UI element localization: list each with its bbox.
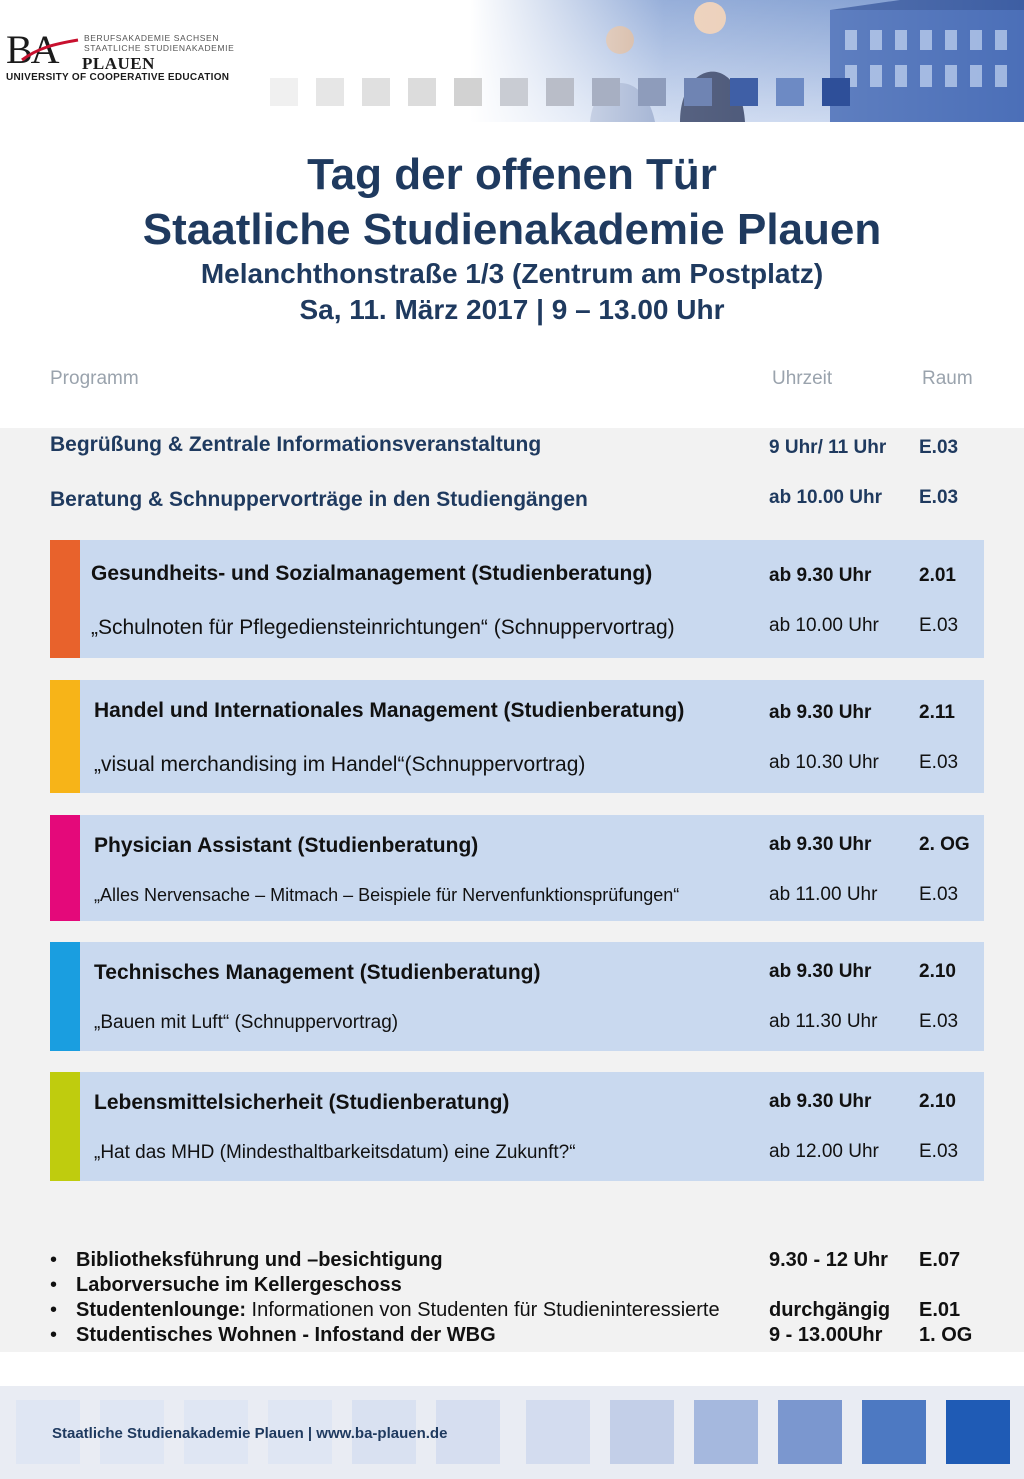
program-color-bar xyxy=(50,540,80,658)
logo-mark: BA xyxy=(6,27,58,72)
list-item xyxy=(50,1324,984,1349)
program-color-bar xyxy=(50,815,80,921)
footer-square xyxy=(694,1400,758,1464)
footer-square xyxy=(610,1400,674,1464)
bullet: • xyxy=(50,1274,58,1296)
list-item xyxy=(50,1249,984,1274)
program-sub-room: E.03 xyxy=(919,884,959,905)
list-item-label xyxy=(76,1299,720,1322)
program-main-time: ab 9.30 Uhr xyxy=(769,702,872,723)
footer-contact[interactable]: Staatliche Studienakademie Plauen | www.ba-plauen.de xyxy=(52,1425,448,1442)
program-sub-time: ab 10.00 Uhr xyxy=(769,615,879,636)
program-block-lebensmittel xyxy=(50,1072,984,1181)
program-main-room: 2.10 xyxy=(919,1091,956,1112)
ba-plauen-logo[interactable] xyxy=(6,27,236,86)
bullet: • xyxy=(50,1249,58,1271)
program-sub-room: E.03 xyxy=(919,1141,959,1162)
logo-swoosh-icon xyxy=(20,38,80,66)
list-item xyxy=(50,1299,984,1324)
general-row-label: Beratung & Schnuppervorträge in den Studiengängen xyxy=(50,488,588,511)
list-item-label xyxy=(76,1324,496,1347)
program-main-label: Technisches Management (Studienberatung) xyxy=(94,961,541,984)
event-address: Melanchthonstraße 1/3 (Zentrum am Postplatz) xyxy=(200,258,824,289)
program-main-label: Handel und Internationales Management (Studienberatung) xyxy=(94,699,685,722)
program-color-bar xyxy=(50,942,80,1051)
general-row-room: E.03 xyxy=(919,487,959,508)
program-sub-time: ab 12.00 Uhr xyxy=(769,1141,879,1162)
list-item-time: durchgängig xyxy=(769,1299,891,1321)
list-item-room: 1. OG xyxy=(919,1324,973,1346)
list-item-label-bold: Laborversuche im Kellergeschoss xyxy=(76,1274,402,1296)
list-item-label-rest: Informationen von Studenten für Studieninteressierte xyxy=(245,1299,720,1321)
list-item-label-bold: Bibliotheksführung und –besichtigung xyxy=(76,1249,443,1271)
general-row-room: E.03 xyxy=(919,437,959,458)
footer xyxy=(0,1386,1024,1479)
program-main-room: 2.01 xyxy=(919,565,956,586)
logo-line2: STAATLICHE STUDIENAKADEMIE xyxy=(84,43,235,53)
bullet: • xyxy=(50,1299,58,1321)
program-sub-room: E.03 xyxy=(919,752,959,773)
general-row-time: 9 Uhr/ 11 Uhr xyxy=(769,437,887,458)
program-main-room: 2. OG xyxy=(919,834,970,855)
program-block-technik xyxy=(50,942,984,1051)
column-header-program: Programm xyxy=(50,368,139,389)
column-header-time: Uhrzeit xyxy=(772,368,833,389)
program-sub-label: „Bauen mit Luft“ (Schnuppervortrag) xyxy=(94,1012,399,1033)
program-main-room: 2.10 xyxy=(919,961,956,982)
list-item-label-bold: Studentenlounge: xyxy=(76,1299,246,1321)
program-main-time: ab 9.30 Uhr xyxy=(769,961,872,982)
program-sub-label: „Alles Nervensache – Mitmach – Beispiele für Nervenfunktionsprüfungen“ xyxy=(94,885,680,905)
logo-line1: BERUFSAKADEMIE SACHSEN xyxy=(84,33,220,43)
program-sub-time: ab 11.00 Uhr xyxy=(769,884,878,905)
header xyxy=(0,0,1024,122)
list-item-label xyxy=(76,1249,443,1272)
list-item xyxy=(50,1274,984,1299)
list-item-time: 9 - 13.00Uhr xyxy=(769,1324,883,1346)
program-sub-room: E.03 xyxy=(919,615,959,636)
general-row-time: ab 10.00 Uhr xyxy=(769,487,882,508)
program-block-handel xyxy=(50,680,984,793)
logo-university: UNIVERSITY OF COOPERATIVE EDUCATION xyxy=(6,72,230,83)
program-main-time: ab 9.30 Uhr xyxy=(769,834,872,855)
program-sub-label: „Schulnoten für Pflegediensteinrichtungen“ (Schnuppervortrag) xyxy=(91,616,675,639)
program-main-time: ab 9.30 Uhr xyxy=(769,1091,872,1112)
list-item-time: 9.30 - 12 Uhr xyxy=(769,1249,888,1271)
column-header-room: Raum xyxy=(922,368,973,389)
list-item-label xyxy=(76,1274,402,1297)
program-color-bar xyxy=(50,680,80,793)
program-main-time: ab 9.30 Uhr xyxy=(769,565,872,586)
program-block-physician xyxy=(50,815,984,921)
footer-square xyxy=(778,1400,842,1464)
list-item-label-bold: Studentisches Wohnen - Infostand der WBG xyxy=(76,1324,496,1346)
institution-title: Staatliche Studienakademie Plauen xyxy=(142,205,882,254)
general-row-label: Begrüßung & Zentrale Informationsveranstaltung xyxy=(50,433,542,456)
list-item-room: E.07 xyxy=(919,1249,961,1271)
program-sub-label: „Hat das MHD (Mindesthaltbarkeitsdatum) eine Zukunft?“ xyxy=(94,1142,576,1163)
program-sub-time: ab 11.30 Uhr xyxy=(769,1011,878,1032)
decorative-squares xyxy=(270,78,870,106)
footer-square xyxy=(946,1400,1010,1464)
footer-square xyxy=(862,1400,926,1464)
event-date: Sa, 11. März 2017 | 9 – 13.00 Uhr xyxy=(299,294,725,325)
bullet: • xyxy=(50,1324,58,1346)
program-block-gesundheit xyxy=(50,540,984,658)
program-sub-label: „visual merchandising im Handel“(Schnuppervortrag) xyxy=(94,753,586,776)
program-main-label: Physician Assistant (Studienberatung) xyxy=(94,834,479,857)
logo-city: PLAUEN xyxy=(82,54,155,73)
program-sub-room: E.03 xyxy=(919,1011,959,1032)
list-item-room: E.01 xyxy=(919,1299,961,1321)
program-main-label: Lebensmittelsicherheit (Studienberatung) xyxy=(94,1091,510,1114)
program-panel xyxy=(0,428,1024,1352)
program-color-bar xyxy=(50,1072,80,1181)
event-title: Tag der offenen Tür xyxy=(307,150,717,199)
program-sub-time: ab 10.30 Uhr xyxy=(769,752,879,773)
program-main-label: Gesundheits- und Sozialmanagement (Studienberatung) xyxy=(91,562,653,585)
footer-square xyxy=(526,1400,590,1464)
program-main-room: 2.11 xyxy=(919,702,955,723)
